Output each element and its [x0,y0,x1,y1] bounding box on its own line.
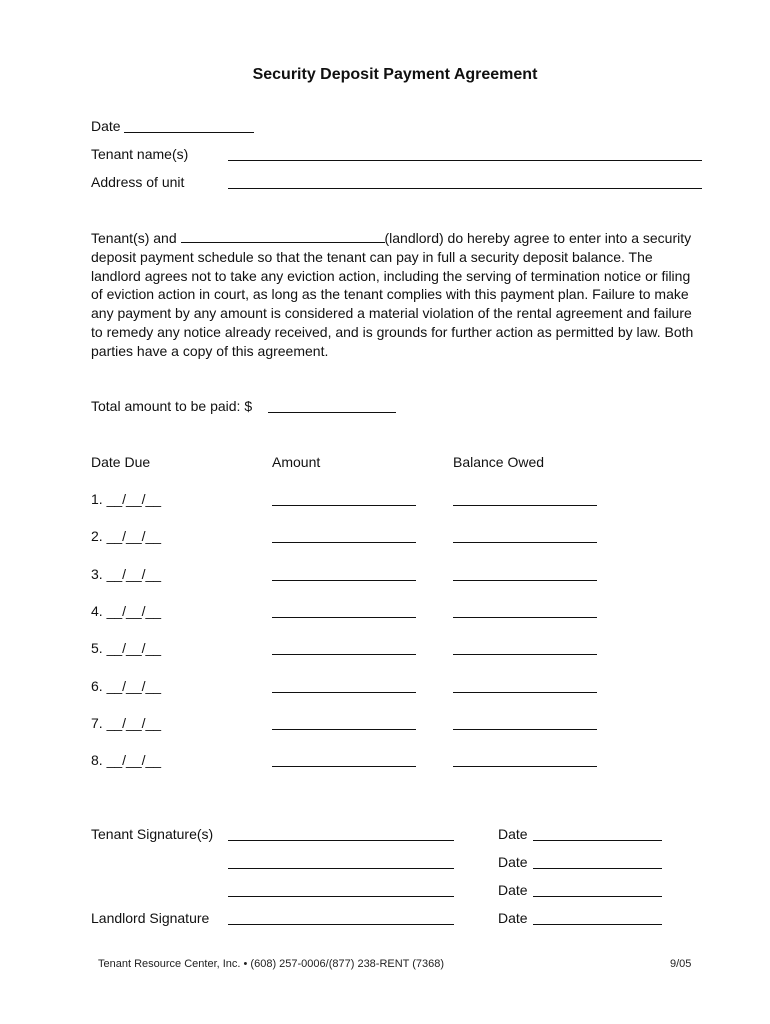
total-amount-label: Total amount to be paid: $ [91,398,253,414]
schedule-row-4-date: 4. __/__/__ [91,603,162,619]
header-date-due: Date Due [91,454,151,470]
schedule-row-6-amount-line[interactable] [272,692,416,693]
schedule-row-3-balance-line[interactable] [453,580,597,581]
signature-date-line-3[interactable] [533,896,662,897]
schedule-row-2-amount-line[interactable] [272,542,416,543]
document-title: Security Deposit Payment Agreement [252,66,538,83]
schedule-row-5-balance-line[interactable] [453,654,597,655]
tenant-names-label: Tenant name(s) [91,146,189,162]
schedule-row-4-amount-line[interactable] [272,617,416,618]
signature-date-label-4: Date [498,910,528,926]
footer-version-date: 9/05 [670,958,692,970]
schedule-row-3-amount-line[interactable] [272,580,416,581]
signature-date-line-1[interactable] [533,840,662,841]
header-balance-owed: Balance Owed [453,454,545,470]
tenant-names-field-line[interactable] [228,160,702,161]
schedule-row-8-amount-line[interactable] [272,766,416,767]
agreement-paragraph [91,229,701,361]
schedule-row-6-date: 6. __/__/__ [91,678,162,694]
landlord-signature-line[interactable] [228,924,454,925]
schedule-row-5-date: 5. __/__/__ [91,640,162,656]
schedule-row-2-balance-line[interactable] [453,542,597,543]
schedule-row-1-amount-line[interactable] [272,505,416,506]
header-amount: Amount [272,454,321,470]
tenant-signature-line-2[interactable] [228,868,454,869]
address-field-line[interactable] [228,188,702,189]
agreement-part1: Tenant(s) and [91,230,181,246]
tenant-signature-line-1[interactable] [228,840,454,841]
schedule-row-2-date: 2. __/__/__ [91,528,162,544]
schedule-row-1-date: 1. __/__/__ [91,491,162,507]
schedule-row-8-date: 8. __/__/__ [91,752,162,768]
schedule-row-3-date: 3. __/__/__ [91,566,162,582]
landlord-name-blank[interactable] [181,230,385,243]
signature-date-label-1: Date [498,826,528,842]
schedule-row-7-amount-line[interactable] [272,729,416,730]
signature-date-line-2[interactable] [533,868,662,869]
schedule-row-7-date: 7. __/__/__ [91,715,162,731]
agreement-part2: (landlord) do hereby agree to enter into a security deposit payment schedule so that the tenant can pay in full a security deposit balance. The landlord agrees not to take any eviction action, including the serving of termination notice or filing of eviction action in court, as long as the tenant complies with this payment plan. Failure to make any payment by any amount is considered a material violation of the rental agreement and failure to remedy any notice already received, and is grounds for further action as permitted by law. Both parties have a copy of this agreement. [91,230,694,359]
schedule-row-5-amount-line[interactable] [272,654,416,655]
signature-date-label-2: Date [498,854,528,870]
address-label: Address of unit [91,174,185,190]
date-field-line[interactable] [124,132,254,133]
total-amount-field-line[interactable] [268,412,396,413]
signature-date-line-4[interactable] [533,924,662,925]
schedule-row-6-balance-line[interactable] [453,692,597,693]
signature-date-label-3: Date [498,882,528,898]
landlord-signature-label: Landlord Signature [91,910,210,926]
footer-organization: Tenant Resource Center, Inc. • (608) 257-0006/(877) 238-RENT (7368) [98,958,445,970]
tenant-signature-label: Tenant Signature(s) [91,826,214,842]
schedule-row-8-balance-line[interactable] [453,766,597,767]
tenant-signature-line-3[interactable] [228,896,454,897]
schedule-row-1-balance-line[interactable] [453,505,597,506]
date-label: Date [91,118,121,134]
schedule-row-7-balance-line[interactable] [453,729,597,730]
schedule-row-4-balance-line[interactable] [453,617,597,618]
